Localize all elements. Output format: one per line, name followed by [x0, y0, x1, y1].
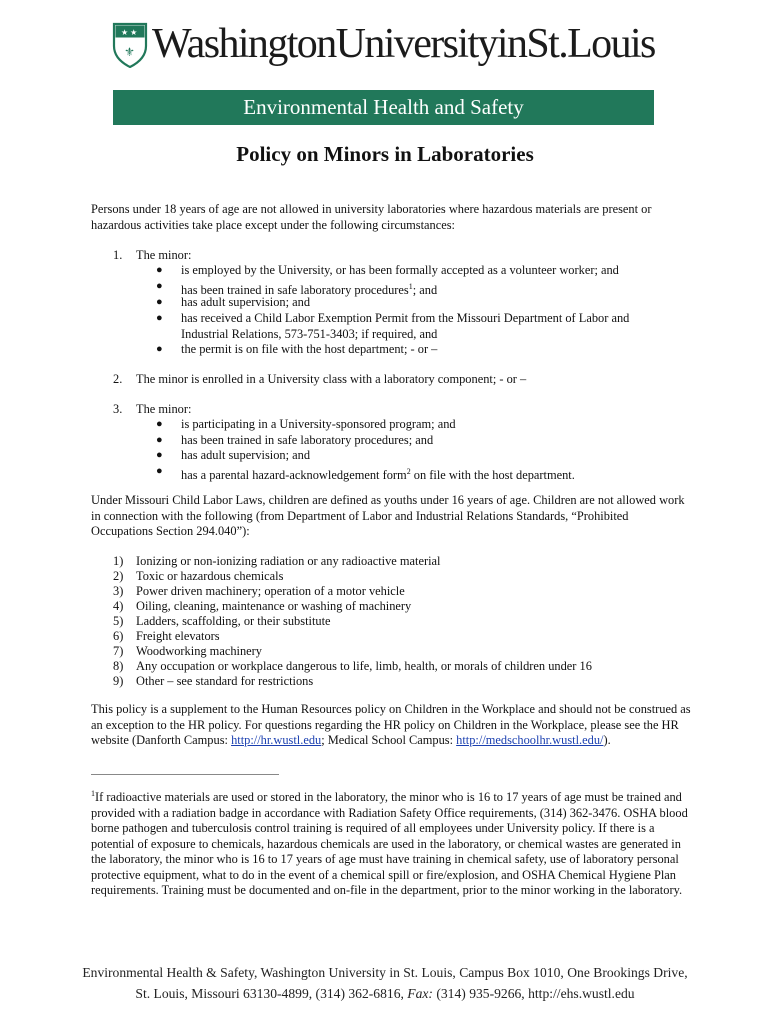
bullet-icon: ●: [156, 465, 163, 477]
bullet-icon: ●: [156, 264, 163, 276]
list-item: is employed by the University, or has been formally accepted as a volunteer worker; and: [181, 263, 619, 277]
footnote-ref: 2: [406, 467, 411, 476]
list-number: 2.: [113, 372, 123, 386]
bullet-icon: ●: [156, 280, 163, 292]
list-item: Power driven machinery; operation of a motor vehicle: [136, 584, 405, 598]
list-item: is participating in a University-sponsored program; and: [181, 417, 456, 431]
list-item: has been trained in safe laboratory procedures$^1$; and: [181, 282, 438, 298]
list-item: Woodworking machinery: [136, 644, 262, 658]
hr-website-link[interactable]: http://hr.wustl.edu: [231, 733, 322, 747]
bullet-icon: ●: [156, 343, 163, 355]
shield-icon: [112, 22, 148, 68]
list-item-text: The minor:: [136, 248, 192, 262]
footnote: $^1$If radioactive materials are used or stored in the laboratory, the minor who is 16 to 17 years of age must be trained and provided with a radiation badge in accordance with Radiation Safety Office requirements, (314) 362-3476. OSHA blood borne pathogen and tuberculosis control training is required of all employees under University policy. If there is a potential of exposure to chemicals, hazardous chemicals are used in the laboratory, or chemical wastes are generated in the laboratory, the minor who is 16 to 17 years of age must have training in chemical safety, use of laboratory personal protective equipment, what to do in the event of a chemical spill or fire/explosion, and OSHA Chemical Hygiene Plan requirements. Training must be documented and on-file in the department, prior to the minor working in the laboratory.: [91, 789, 688, 898]
child-labor-paragraph: Under Missouri Child Labor Laws, children are defined as youths under 16 years of age. Children are not allowed work in connection with the following (from Department of Labor and Industrial Relations Standards, “Prohibited Occupations Section 294.040”):: [91, 493, 685, 538]
list-number: 2): [113, 569, 124, 583]
page-title: Policy on Minors in Laboratories: [236, 142, 534, 166]
list-number: 7): [113, 644, 124, 658]
footnote-ref: 1: [408, 282, 413, 291]
university-wordmark: WashingtonUniversityinSt.Louis: [152, 21, 655, 67]
list-item: has received a Child Labor Exemption Permit from the Missouri Department of Labor and Industrial Relations, 573-751-3403; if required, and: [181, 311, 630, 341]
list-item-text: The minor is enrolled in a University class with a laboratory component; - or –: [136, 372, 527, 386]
list-item: Freight elevators: [136, 629, 220, 643]
list-item: Ladders, scaffolding, or their substitute: [136, 614, 331, 628]
list-item-text: The minor:: [136, 402, 192, 416]
bullet-icon: ●: [156, 312, 163, 324]
list-number: 8): [113, 659, 124, 673]
list-item: Toxic or hazardous chemicals: [136, 569, 284, 583]
page-footer: [0, 962, 770, 1004]
list-item: has a parental hazard-acknowledgement form$^2$ on file with the host department.: [181, 467, 575, 483]
svg-text:★ ★: ★ ★: [121, 28, 138, 37]
list-item: the permit is on file with the host department; - or –: [181, 342, 438, 356]
list-number: 1.: [113, 248, 123, 262]
bullet-icon: ●: [156, 296, 163, 308]
hr-paragraph: This policy is a supplement to the Human Resources policy on Children in the Workplace and should not be construed as an exception to the HR policy. For questions regarding the HR policy on Children in the Workplace, please see the HR website (Danforth Campus: http://hr.wustl.edu; Medical School Campus: http://medschoolhr.wustl.edu/).: [91, 702, 691, 747]
list-number: 1): [113, 554, 124, 568]
list-item: has adult supervision; and: [181, 448, 311, 462]
bullet-icon: ●: [156, 418, 163, 430]
list-number: 3.: [113, 402, 123, 416]
list-item: Ionizing or non-ionizing radiation or any radioactive material: [136, 554, 441, 568]
intro-paragraph: Persons under 18 years of age are not allowed in university laboratories where hazardous materials are present or hazardous activities take place except under the following circumstances:: [91, 202, 652, 232]
bullet-icon: ●: [156, 434, 163, 446]
footnote-divider: [91, 774, 279, 775]
list-item: Other – see standard for restrictions: [136, 674, 314, 688]
list-item: has been trained in safe laboratory procedures; and: [181, 433, 434, 447]
list-item: Any occupation or workplace dangerous to life, limb, health, or morals of children under 16: [136, 659, 592, 673]
list-number: 5): [113, 614, 124, 628]
university-logo: [112, 22, 657, 72]
svg-text:⚜: ⚜: [124, 45, 135, 59]
medschool-hr-link[interactable]: http://medschoolhr.wustl.edu/: [456, 733, 604, 747]
department-banner: Environmental Health and Safety: [113, 90, 654, 125]
list-item: has adult supervision; and: [181, 295, 311, 309]
list-number: 3): [113, 584, 124, 598]
footer-line: St. Louis, Missouri 63130-4899, (314) 362-6816, Fax: (314) 935-9266, http://ehs.wustl.edu: [135, 986, 635, 1001]
list-number: 9): [113, 674, 124, 688]
list-number: 6): [113, 629, 124, 643]
list-number: 4): [113, 599, 124, 613]
footer-line: Environmental Health & Safety, Washington University in St. Louis, Campus Box 1010, One Brookings Drive,: [82, 965, 688, 980]
bullet-icon: ●: [156, 449, 163, 461]
footnote-mark: 1: [91, 789, 95, 798]
list-item: Oiling, cleaning, maintenance or washing of machinery: [136, 599, 412, 613]
